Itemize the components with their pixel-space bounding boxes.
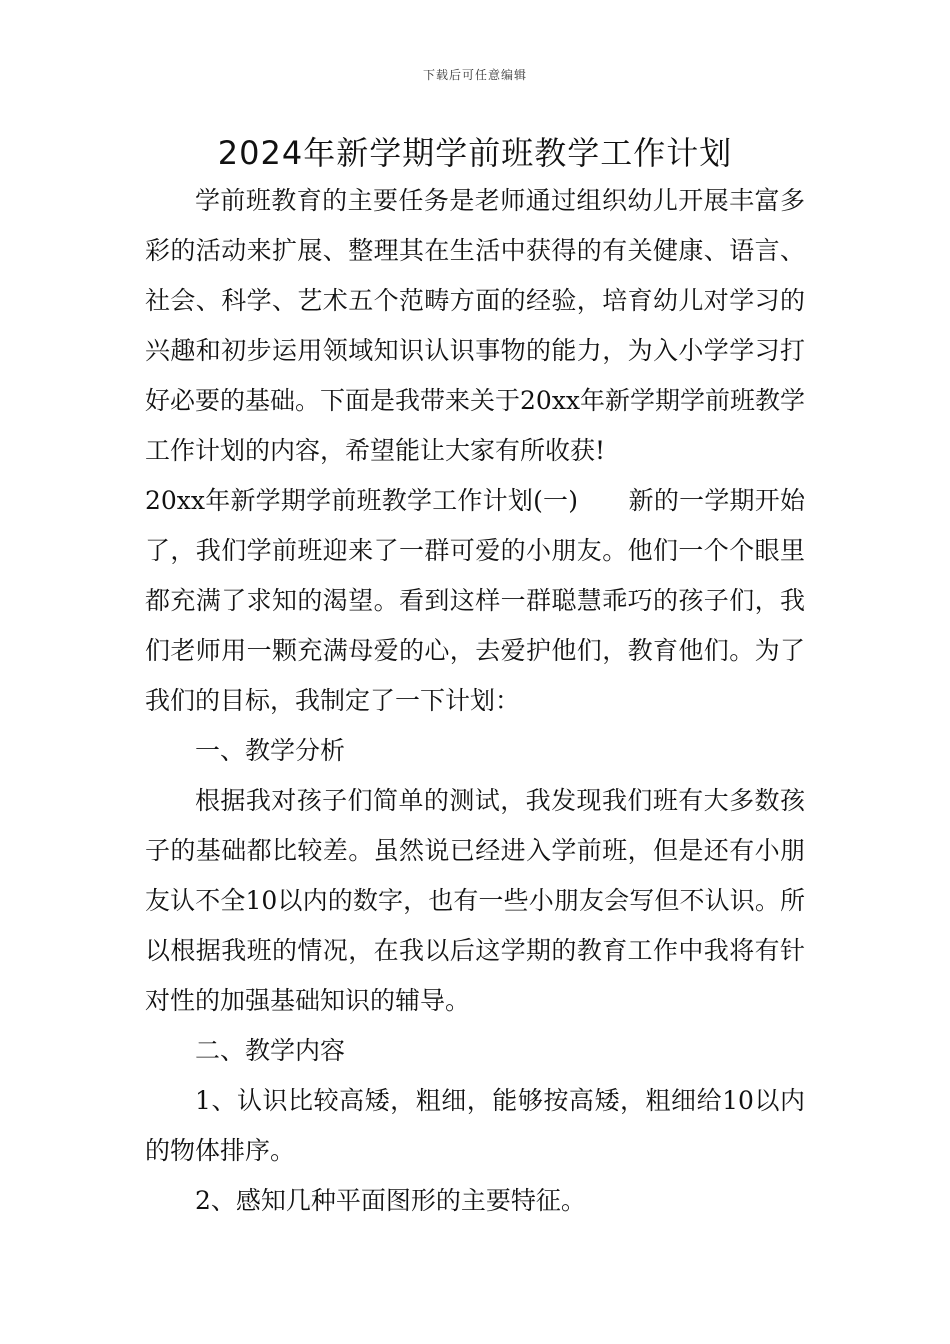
content-item-1: 1、认识比较高矮，粗细，能够按高矮，粗细给10以内的物体排序。 xyxy=(145,1086,805,1165)
header-note: 下载后可任意编辑 xyxy=(422,68,527,82)
section-heading-content: 二、教学内容 xyxy=(195,1036,346,1065)
analysis-paragraph: 根据我对孩子们简单的测试，我发现我们班有大多数孩子的基础都比较差。虽然说已经进入学前班，但是还有小朋友认不全10以内的数字，也有一些小朋友会写但不认识。所以根据我班的情况，在我以后这学期的教育工作中我将有针对性的加强基础知识的辅导。 xyxy=(145,786,805,1015)
intro-paragraph: 学前班教育的主要任务是老师通过组织幼儿开展丰富多彩的活动来扩展、整理其在生活中获得的有关健康、语言、社会、科学、艺术五个范畴方面的经验，培育幼儿对学习的兴趣和初步运用领域知识认识事物的能力，为入小学学习打好必要的基础。下面是我带来关于20xx年新学期学前班教学工作计划的内容，希望能让大家有所收获! xyxy=(145,186,806,465)
document-title: 2024年新学期学前班教学工作计划 xyxy=(217,134,733,172)
section-heading-analysis: 一、教学分析 xyxy=(195,736,346,765)
document-body xyxy=(145,176,805,1226)
plan-one-paragraph: 20xx年新学期学前班教学工作计划(一) 新的一学期开始了，我们学前班迎来了一群可爱的小朋友。他们一个个眼里都充满了求知的渴望。看到这样一群聪慧乖巧的孩子们，我们老师用一颗充满母爱的心，去爱护他们，教育他们。为了我们的目标，我制定了一下计划： xyxy=(145,486,805,715)
content-item-2: 2、感知几种平面图形的主要特征。 xyxy=(195,1186,586,1215)
